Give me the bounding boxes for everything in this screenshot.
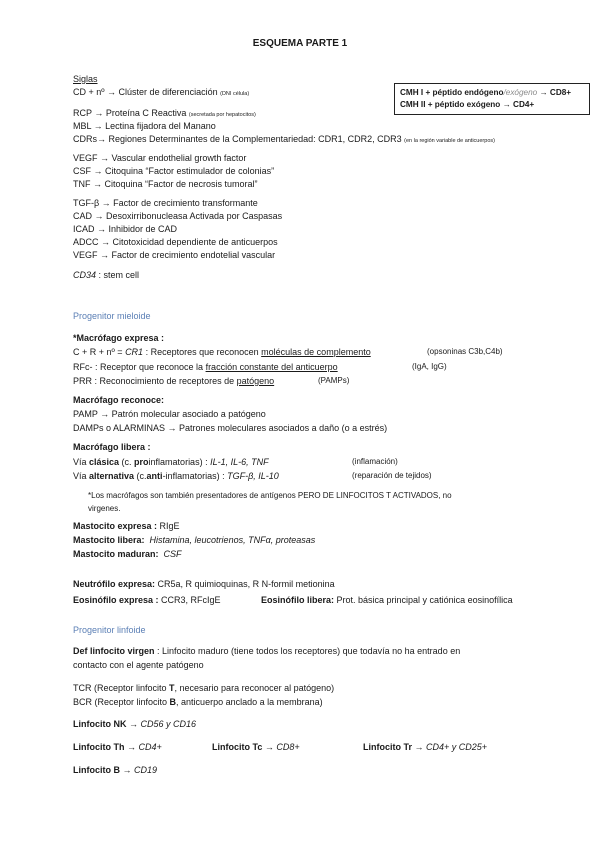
mastocito-libera-value: Histamina, leucotrienos, TNFα, proteasas: [149, 535, 316, 545]
linfocito-b-arrow: →: [120, 765, 135, 775]
sigla-vegf2: VEGF → Factor de crecimiento endotelial vascular: [73, 250, 276, 260]
via-clasica-c: (c.: [119, 457, 135, 467]
cmh-box-line2: CMH II + péptido exógeno → CD4+: [400, 100, 535, 109]
linfocito-th-label: Linfocito Th: [73, 742, 125, 752]
cmh-i-exo: /exógeno: [503, 88, 538, 97]
bcr-post: , anticuerpo anclado a la membrana): [176, 697, 323, 707]
sigla-tgf: TGF-β → Factor de crecimiento transformante: [73, 198, 258, 208]
prr-desc: PRR : Reconocimiento de receptores de: [73, 376, 237, 386]
prr-pamps: (PAMPs): [318, 376, 350, 385]
via-clasica-bold: clásica: [89, 457, 120, 467]
macrofago-expresa-title: *Macrófago expresa :: [73, 333, 165, 343]
mastocito-libera: [73, 534, 315, 546]
eosinofilo-expresa-label: Eosinófilo expresa :: [73, 595, 159, 605]
linfocito-nk-markers: CD56 y CD16: [140, 719, 197, 729]
mastocito-libera-label: Mastocito libera:: [73, 535, 145, 545]
tcr-post: , necesario para reconocer al patógeno): [174, 683, 335, 693]
tcr-t: T: [169, 683, 175, 693]
linfocito-virgen-cont: contacto con el agente patógeno: [73, 660, 204, 670]
eosinofilo-libera: [261, 594, 513, 606]
page-title: ESQUEMA PARTE 1: [252, 38, 348, 49]
linfocito-tc-label: Linfocito Tc: [212, 742, 263, 752]
via-clasica-pro: pro: [134, 457, 149, 467]
macrofago-cr1: [73, 346, 371, 358]
eosinofilo-libera-value: Prot. básica principal y catiónica eosinofílica: [334, 595, 513, 605]
cmh-i-cd8: → CD8+: [537, 88, 572, 97]
sigla-csf: CSF → Citoquina “Factor estimulador de colonias”: [73, 166, 275, 176]
sigla-cd: [73, 86, 249, 100]
macrofago-pamp: PAMP → Patrón molecular asociado a patógeno: [73, 409, 266, 419]
sigla-cdrs-note: (en la región variable de anticuerpos): [404, 138, 495, 144]
linfocito-virgen-def: : Linfocito maduro (tiene todos los receptores) que todavía no ha entrado en: [154, 646, 461, 656]
prr-underlined: patógeno: [236, 376, 275, 386]
via-clasica-cytokines: IL-1, IL-6, TNF: [210, 457, 269, 467]
sigla-tnf: TNF → Citoquina “Factor de necrosis tumoral”: [73, 179, 258, 189]
macrofago-rfc: [73, 361, 338, 373]
via-alt-c: (c.: [134, 471, 147, 481]
sigla-adcc: ADCC → Citotoxicidad dependiente de anticuerpos: [73, 237, 278, 247]
cmh-box: [394, 83, 590, 115]
sigla-cd34: [73, 269, 139, 281]
linfocito-tr: [363, 741, 487, 753]
sigla-rcp-note: (secretada por hepatocitos): [188, 112, 256, 118]
neutrofilo-value: CR5a, R quimioquinas, R N-formil metionina: [155, 579, 335, 589]
mastocito-expresa-label: Mastocito expresa :: [73, 521, 158, 531]
sigla-rcp: [73, 107, 256, 121]
linfocito-b-markers: CD19: [134, 765, 158, 775]
linfocito-nk-label: Linfocito NK: [73, 719, 127, 729]
sigla-cdrs-text: CDRs→ Regiones Determinantes de la Complementariedad: CDR1, CDR2, CDR3: [73, 134, 402, 144]
neutrofilo-expresa: [73, 578, 335, 590]
linfocito-b-label: Linfocito B: [73, 765, 120, 775]
rfc-ig: (IgA, IgG): [412, 362, 447, 371]
sigla-cad: CAD → Desoxirribonucleasa Activada por Caspasas: [73, 211, 283, 221]
via-alt-rest: -inflamatorias) :: [162, 471, 228, 481]
linfocito-tc-arrow: →: [262, 742, 277, 752]
neutrofilo-label: Neutrófilo expresa:: [73, 579, 156, 589]
linfocito-tr-markers: CD4+ y CD25+: [426, 742, 488, 752]
tcr-pre: TCR (Receptor linfocito: [73, 683, 170, 693]
sigla-cdrs: [73, 133, 495, 147]
cr1-opsoninas: (opsoninas C3b,C4b): [427, 347, 503, 356]
mastocito-expresa: [73, 520, 180, 532]
linfocito-tc-markers: CD8+: [276, 742, 300, 752]
sigla-cd-text: CD + nº → Clúster de diferenciación: [73, 87, 218, 97]
linfocito-tr-arrow: →: [412, 742, 427, 752]
mastocito-maduran: [73, 548, 182, 560]
linfocito-tc: [212, 741, 300, 753]
macrofago-damps: DAMPs o ALARMINAS → Patrones moleculares asociados a daño (o a estrés): [73, 423, 388, 433]
via-alternativa-note: (reparación de tejidos): [352, 471, 432, 480]
mastocito-maduran-value: CSF: [163, 549, 182, 559]
rfc-underlined: fracción constante del anticuerpo: [205, 362, 338, 372]
cr1-underlined: moléculas de complemento: [261, 347, 371, 357]
macrofago-prr: [73, 375, 274, 387]
via-alt-bold: alternativa: [89, 471, 135, 481]
via-clasica: [73, 456, 269, 468]
via-alt-anti: anti: [146, 471, 163, 481]
cr1-prefix: C + R + nº =: [73, 347, 126, 357]
macrofago-note-1: *Los macrófagos son también presentadores de antígenos PERO DE LINFOCITOS T ACTIVADOS, no: [88, 491, 452, 500]
linfocito-virgen: [73, 645, 460, 657]
mastocito-expresa-value: RIgE: [157, 521, 180, 531]
cmh-box-line1: [400, 87, 571, 98]
sigla-cd34-desc: : stem cell: [96, 270, 140, 280]
linfocito-tr-label: Linfocito Tr: [363, 742, 412, 752]
bcr-pre: BCR (Receptor linfocito: [73, 697, 170, 707]
sigla-mbl: MBL → Lectina fijadora del Manano: [73, 121, 216, 131]
linfocito-th: [73, 741, 162, 753]
via-alt-pre: Vía: [73, 471, 90, 481]
via-clasica-pre: Vía: [73, 457, 90, 467]
tcr-line: [73, 682, 334, 694]
cr1-code: CR1: [125, 347, 144, 357]
sigla-vegf1: VEGF → Vascular endothelial growth factor: [73, 153, 247, 163]
via-clasica-note: (inflamación): [352, 457, 398, 466]
cr1-desc: : Receptores que reconocen: [143, 347, 262, 357]
eosinofilo-expresa: [73, 594, 221, 606]
via-clasica-rest: inflamatorias) :: [148, 457, 211, 467]
via-alt-cytokines: TGF-β, IL-10: [227, 471, 279, 481]
sigla-icad: ICAD → Inhibidor de CAD: [73, 224, 178, 234]
sigla-cd34-code: CD34: [73, 270, 97, 280]
via-alternativa: [73, 470, 279, 482]
linfoide-heading: Progenitor linfoide: [73, 625, 146, 635]
macrofago-note-2: virgenes.: [88, 504, 121, 513]
sigla-rcp-text: RCP → Proteína C Reactiva: [73, 108, 187, 118]
rfc-desc: RFc- : Receptor que reconoce la: [73, 362, 206, 372]
siglas-heading: Siglas: [73, 74, 98, 84]
mieloide-heading: Progenitor mieloide: [73, 311, 151, 321]
macrofago-libera-title: Macrófago libera :: [73, 442, 151, 452]
sigla-cd-note: (DNI célula): [220, 91, 250, 97]
linfocito-nk: [73, 718, 196, 730]
linfocito-th-markers: CD4+: [138, 742, 162, 752]
mastocito-maduran-label: Mastocito maduran:: [73, 549, 159, 559]
bcr-line: [73, 696, 323, 708]
linfocito-th-arrow: →: [124, 742, 139, 752]
linfocito-virgen-label: Def linfocito virgen: [73, 646, 155, 656]
linfocito-b: [73, 764, 157, 776]
macrofago-reconoce-title: Macrófago reconoce:: [73, 395, 165, 405]
eosinofilo-expresa-value: CCR3, RFcIgE: [158, 595, 221, 605]
bcr-b: B: [169, 697, 177, 707]
cmh-i-text: CMH I + péptido endógeno: [400, 88, 504, 97]
linfocito-nk-arrow: →: [126, 719, 141, 729]
eosinofilo-libera-label: Eosinófilo libera:: [261, 595, 335, 605]
